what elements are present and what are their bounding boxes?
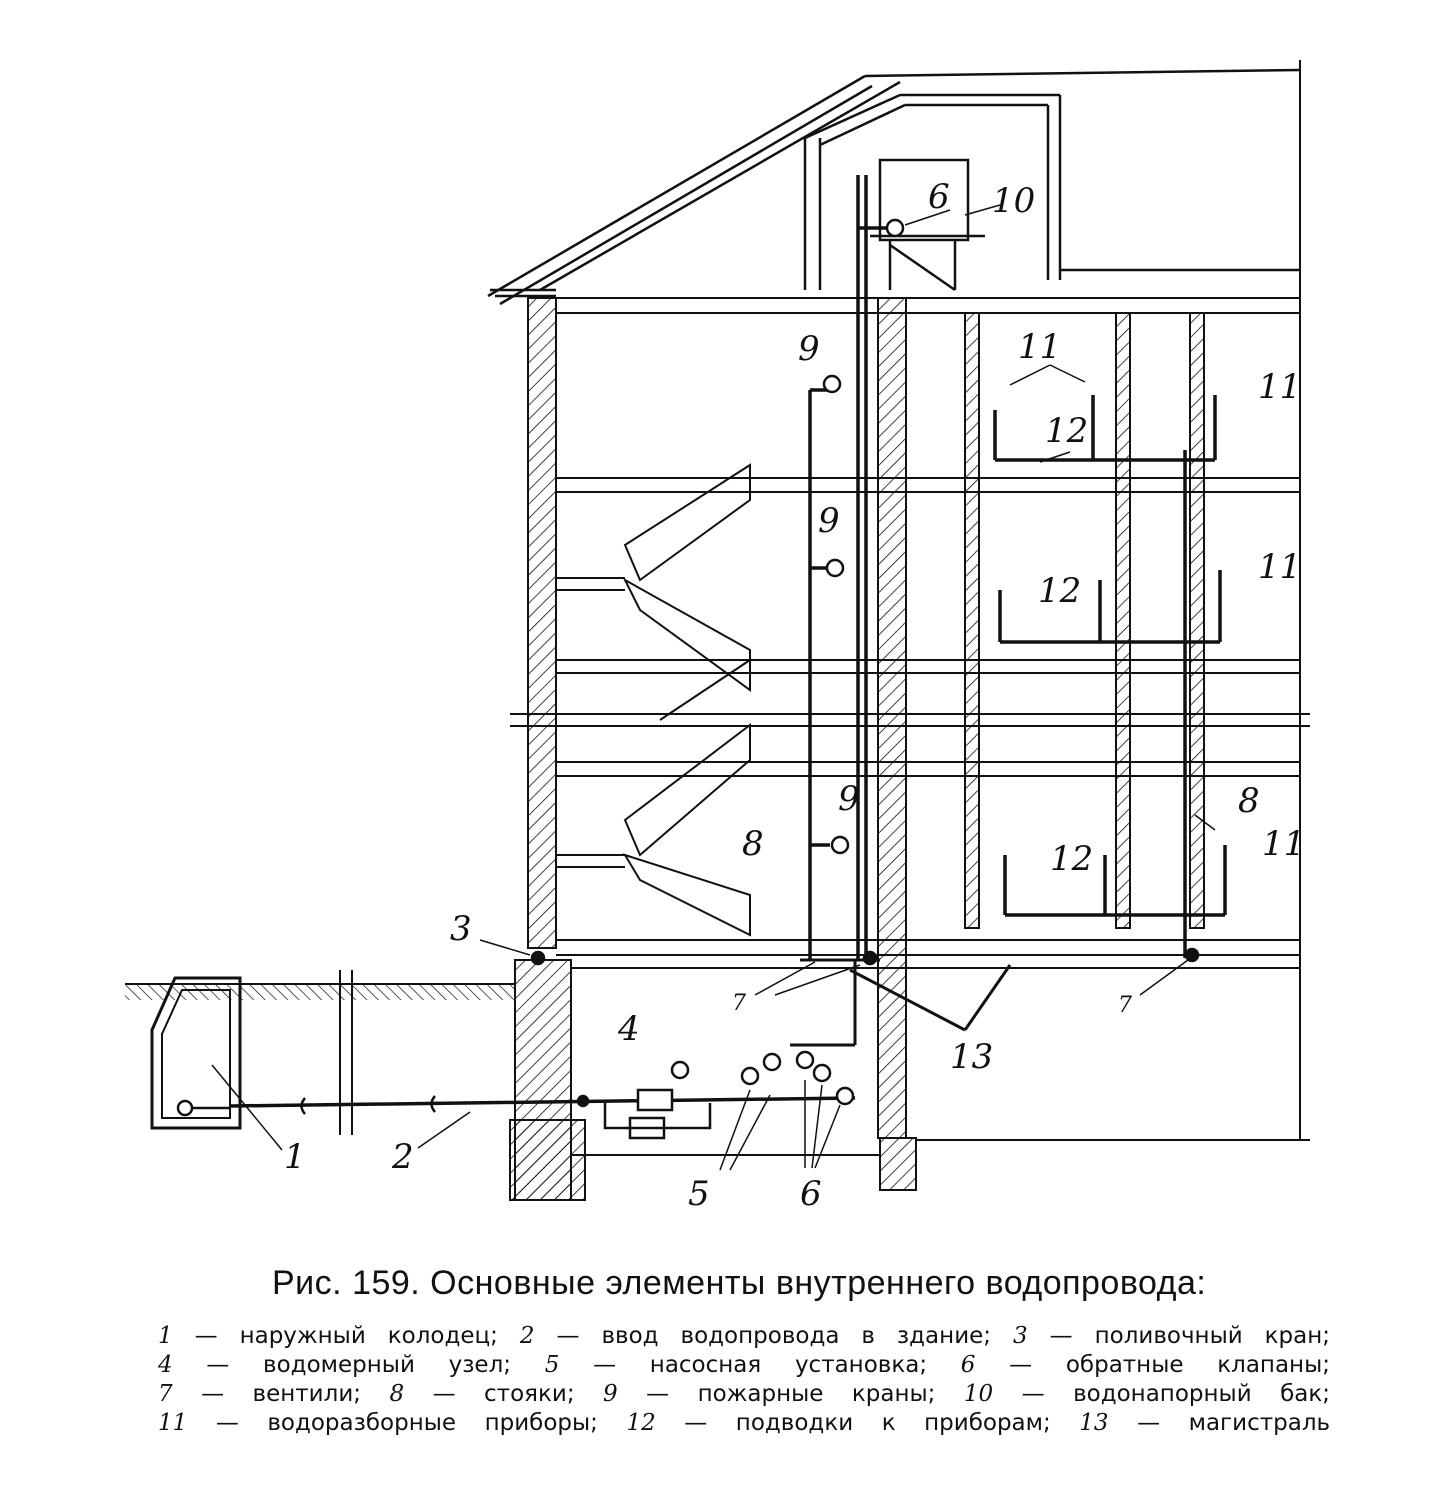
- legend-text: — водомерный узел;: [206, 1352, 512, 1378]
- legend-row: [158, 1409, 1330, 1438]
- callout-7-left: 7: [732, 991, 746, 1016]
- legend-text: — подводки к приборам;: [684, 1410, 1051, 1436]
- legend-number: 10: [963, 1381, 994, 1407]
- legend-text: — пожарные краны;: [646, 1381, 936, 1407]
- pump-icon: [742, 1068, 758, 1084]
- legend-text: — насосная установка;: [593, 1352, 928, 1378]
- callout-11-top-left: 11: [1018, 327, 1062, 367]
- legend-number: 5: [544, 1352, 560, 1378]
- callout-1: 1: [284, 1137, 306, 1177]
- legend-text: — наружный колодец;: [194, 1323, 498, 1349]
- figure-legend: [158, 1322, 1330, 1438]
- legend-number: 7: [158, 1381, 173, 1407]
- legend-number: 13: [1079, 1410, 1109, 1436]
- ground: [125, 970, 515, 1135]
- callout-6-tank: 6: [928, 177, 950, 217]
- check-valve-icon: [814, 1065, 830, 1081]
- check-valve-icon: [797, 1052, 813, 1068]
- legend-text: — водонапорный бак;: [1021, 1381, 1331, 1407]
- legend-text: — водоразборные приборы;: [215, 1410, 598, 1436]
- callout-7-right: 7: [1118, 993, 1132, 1018]
- legend-text: — магистраль: [1137, 1410, 1331, 1436]
- fire-hydrant-icon: [824, 376, 840, 392]
- callout-2: 2: [392, 1137, 414, 1177]
- legend-number: 3: [1013, 1323, 1028, 1349]
- legend-number: 6: [960, 1352, 976, 1378]
- legend-number: 2: [519, 1323, 535, 1349]
- callout-leaders: [480, 205, 1215, 1170]
- callout-9-bottom: 9: [838, 779, 860, 819]
- legend-number: 11: [158, 1410, 188, 1436]
- legend-text: — вентили;: [201, 1381, 362, 1407]
- legend-text: — обратные клапаны;: [1009, 1352, 1330, 1378]
- callout-10: 10: [992, 181, 1036, 221]
- check-valve-icon: [887, 220, 903, 236]
- legend-number: 8: [389, 1381, 405, 1407]
- water-meter-icon: [638, 1090, 672, 1110]
- legend-text: — ввод водопровода в здание;: [556, 1323, 992, 1349]
- legend-row: [158, 1351, 1330, 1380]
- callout-9-middle: 9: [818, 501, 840, 541]
- legend-row: [158, 1380, 1330, 1409]
- callout-11-top-right: 11: [1258, 367, 1302, 407]
- callout-11-middle: 11: [1258, 547, 1302, 587]
- callout-4: 4: [618, 1009, 640, 1049]
- roof: [486, 10, 1300, 304]
- legend-number: 1: [158, 1323, 173, 1349]
- legend-text: — поливочный кран;: [1049, 1323, 1331, 1349]
- fire-hydrant-icon: [832, 837, 848, 853]
- stair-upper: [556, 465, 750, 935]
- callout-2-line: [418, 1112, 470, 1148]
- fire-hydrant-icon: [827, 560, 843, 576]
- callout-6-pump: 6: [800, 1174, 822, 1214]
- check-valve-icon: [837, 1088, 853, 1104]
- legend-row: [158, 1322, 1330, 1351]
- legend-number: 12: [626, 1410, 656, 1436]
- legend-number: 4: [158, 1352, 173, 1378]
- callout-11-bottom: 11: [1262, 824, 1306, 864]
- figure-caption: Рис. 159. Основные элементы внутреннего водопровода:: [272, 1264, 1207, 1302]
- callout-8-left: 8: [742, 824, 764, 864]
- callout-3: 3: [450, 909, 472, 949]
- callout-13: 13: [950, 1037, 994, 1077]
- pump-icon: [764, 1054, 780, 1070]
- callout-5: 5: [688, 1174, 710, 1214]
- outdoor-well: [152, 978, 240, 1128]
- callout-12-bottom: 12: [1050, 839, 1094, 879]
- callout-12-middle: 12: [1038, 571, 1082, 611]
- callout-12-top: 12: [1045, 411, 1089, 451]
- legend-number: 9: [603, 1381, 618, 1407]
- legend-text: — стояки;: [432, 1381, 575, 1407]
- callout-9-top: 9: [798, 329, 820, 369]
- callout-8-right: 8: [1238, 781, 1260, 821]
